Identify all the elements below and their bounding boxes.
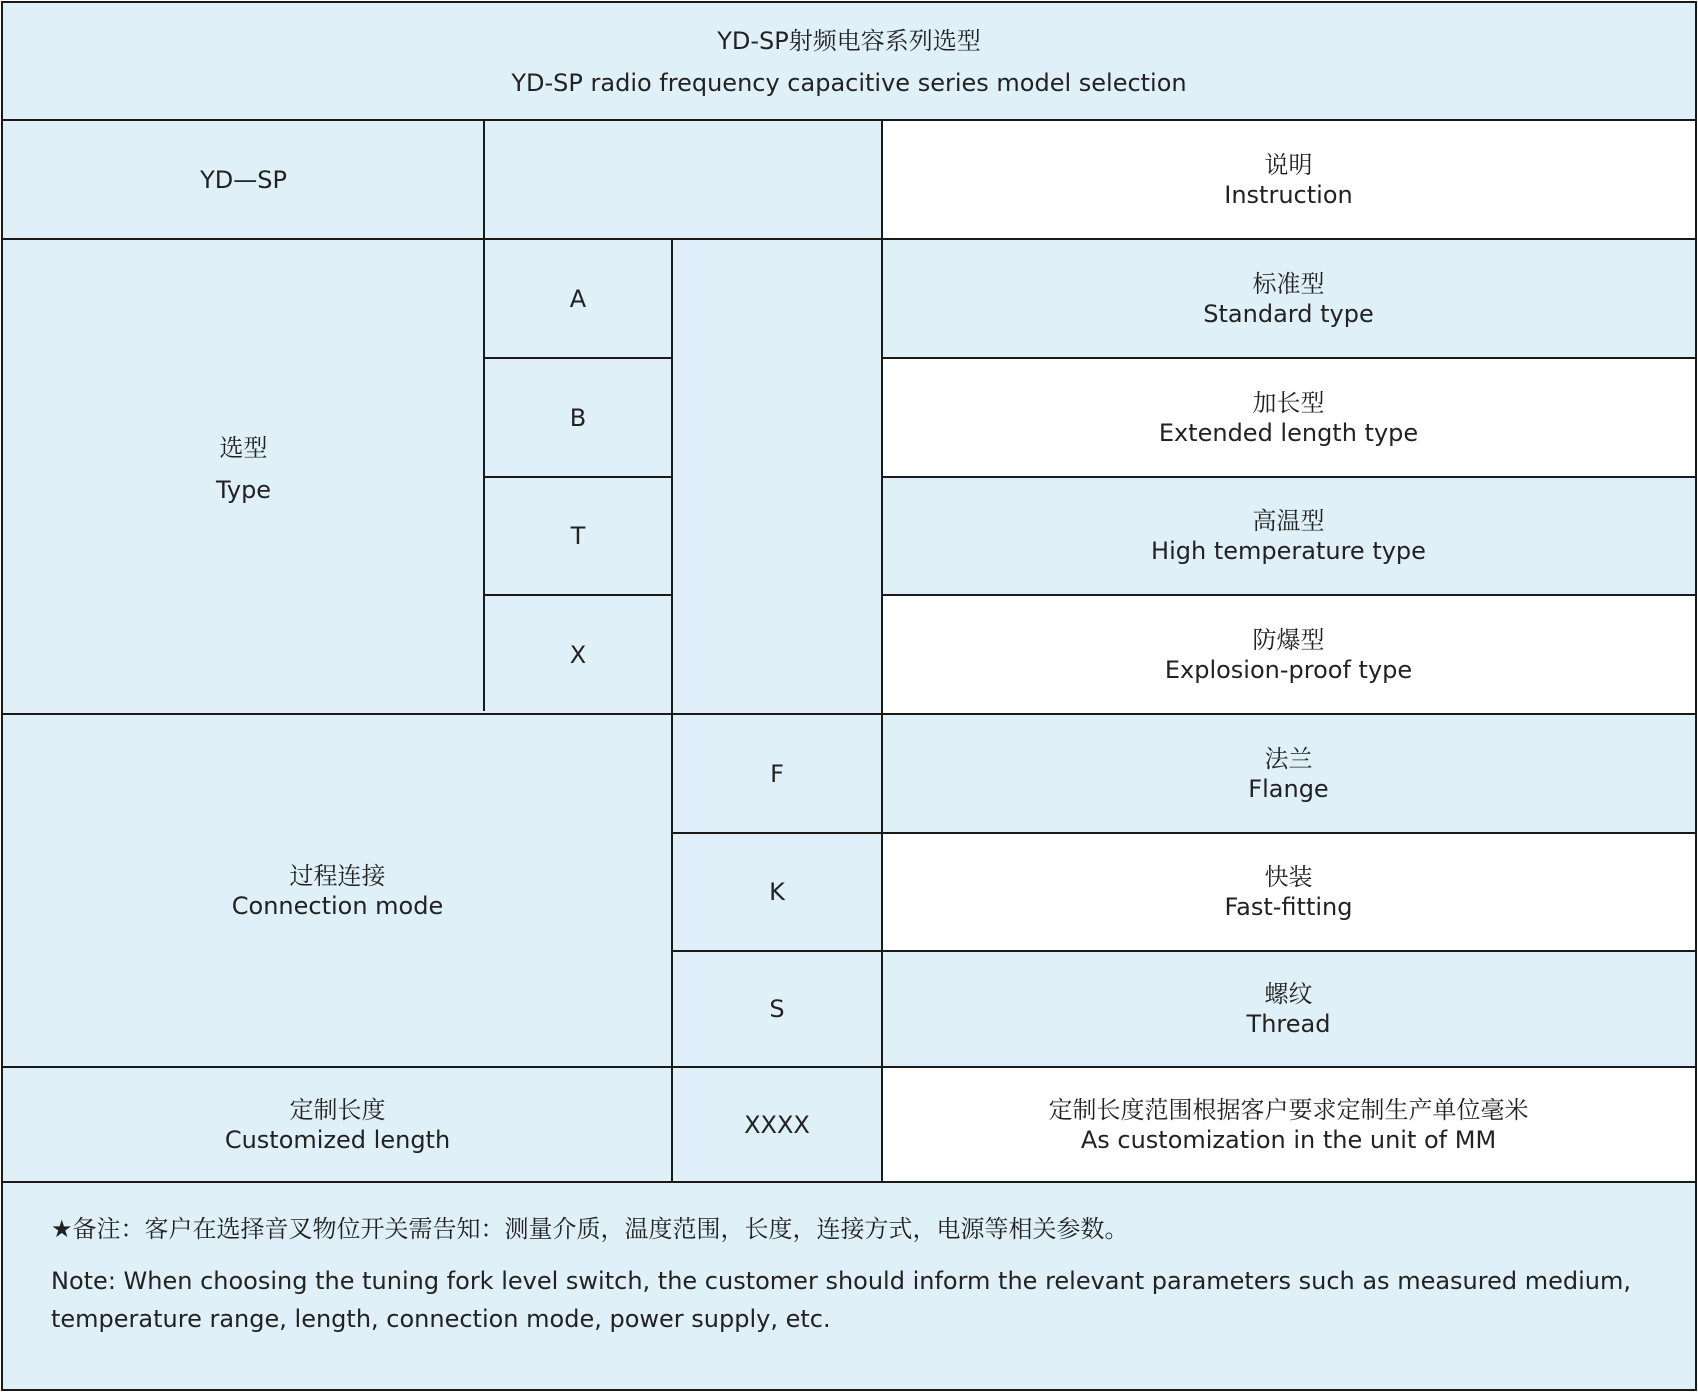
border-top — [1, 1, 1697, 3]
divider-h-header — [1, 238, 1697, 240]
divider-v-3 — [881, 119, 883, 1183]
connection-desc-s — [882, 951, 1695, 1067]
length-code: XXXX — [744, 1110, 810, 1139]
length-desc-zh: 定制长度范围根据客户要求定制生产单位毫米 — [1048, 1095, 1529, 1124]
divider-h-length — [1, 1181, 1697, 1183]
divider-h-k — [672, 950, 1697, 952]
length-label-zh: 定制长度 — [289, 1095, 386, 1124]
type-code: X — [569, 640, 587, 669]
header-blank-cell — [484, 120, 882, 239]
connection-desc-zh: 螺纹 — [1264, 980, 1313, 1008]
type-desc-zh: 高温型 — [1252, 507, 1325, 535]
connection-desc-k — [882, 833, 1695, 951]
connection-label-cell — [3, 714, 672, 1067]
type-desc-b — [882, 358, 1695, 477]
type-desc-a — [882, 239, 1695, 358]
type-desc-zh: 标准型 — [1252, 269, 1325, 298]
divider-h-t — [484, 594, 672, 596]
length-label-cell — [3, 1067, 672, 1182]
type-code-a — [484, 239, 672, 358]
instruction-en: Instruction — [1224, 180, 1353, 209]
type-desc-en: Explosion-proof type — [1164, 655, 1413, 684]
type-desc-en: High temperature type — [1151, 537, 1426, 565]
type-code: T — [570, 522, 586, 550]
type-desc-zh: 加长型 — [1252, 388, 1325, 417]
border-left — [1, 1, 3, 1391]
connection-desc-en: Fast-fitting — [1224, 893, 1353, 921]
connection-code-f — [672, 714, 882, 833]
type-label-zh: 选型 — [219, 433, 268, 462]
title-en: YD-SP radio frequency capacitive series model selection — [511, 68, 1187, 97]
divider-h-f — [672, 832, 1697, 834]
connection-code: K — [769, 878, 785, 906]
instruction-zh: 说明 — [1264, 150, 1313, 179]
note-en: Note: When choosing the tuning fork level switch, the customer should inform the relevant parameters such as measured medium, temperature range, length, connection mode, power supply, etc. — [51, 1267, 1631, 1333]
type-desc-x — [882, 595, 1695, 714]
divider-h-b-desc — [882, 476, 1697, 478]
border-right — [1695, 1, 1697, 1391]
title-zh: YD-SP射频电容系列选型 — [717, 26, 981, 55]
connection-code: F — [770, 759, 784, 788]
length-code-cell — [672, 1067, 882, 1182]
type-blank-cell — [672, 239, 882, 714]
type-code: A — [569, 284, 587, 313]
model-cell — [3, 120, 484, 239]
type-desc-en: Standard type — [1203, 299, 1374, 328]
connection-code: S — [769, 995, 785, 1023]
connection-code-s — [672, 951, 882, 1067]
connection-desc-zh: 快装 — [1264, 863, 1313, 891]
divider-h-a — [484, 357, 672, 359]
connection-desc-en: Thread — [1246, 1010, 1331, 1038]
length-label-en: Customized length — [224, 1125, 451, 1154]
divider-v-2 — [671, 238, 673, 1183]
connection-desc-zh: 法兰 — [1264, 744, 1313, 773]
type-label-cell — [3, 239, 484, 714]
type-desc-t — [882, 477, 1695, 595]
note-cell — [3, 1182, 1695, 1389]
type-code-x — [484, 595, 672, 714]
divider-h-connection — [1, 1066, 1697, 1068]
type-code-b — [484, 358, 672, 477]
divider-v-1 — [483, 119, 485, 711]
connection-label-zh: 过程连接 — [289, 861, 386, 890]
note-zh: ★备注：客户在选择音叉物位开关需告知：测量介质，温度范围，长度，连接方式，电源等相关参数。 — [51, 1215, 1129, 1243]
table-title — [3, 3, 1695, 120]
divider-h-type — [1, 713, 1697, 715]
type-code: B — [569, 403, 587, 432]
divider-h-a-desc — [882, 357, 1697, 359]
divider-h-title — [1, 119, 1697, 121]
type-desc-en: Extended length type — [1158, 418, 1419, 447]
connection-desc-f — [882, 714, 1695, 833]
length-desc-cell — [882, 1067, 1695, 1182]
divider-h-t-desc — [882, 594, 1697, 596]
type-code-t — [484, 477, 672, 595]
instruction-header — [882, 120, 1695, 239]
length-desc-en: As customization in the unit of MM — [1080, 1125, 1497, 1154]
connection-code-k — [672, 833, 882, 951]
connection-label-en: Connection mode — [231, 891, 444, 920]
connection-desc-en: Flange — [1248, 774, 1329, 803]
divider-h-b — [484, 476, 672, 478]
type-desc-zh: 防爆型 — [1252, 625, 1325, 654]
type-label-en: Type — [215, 475, 272, 504]
border-bottom — [1, 1389, 1697, 1391]
model-code: YD—SP — [200, 165, 287, 194]
